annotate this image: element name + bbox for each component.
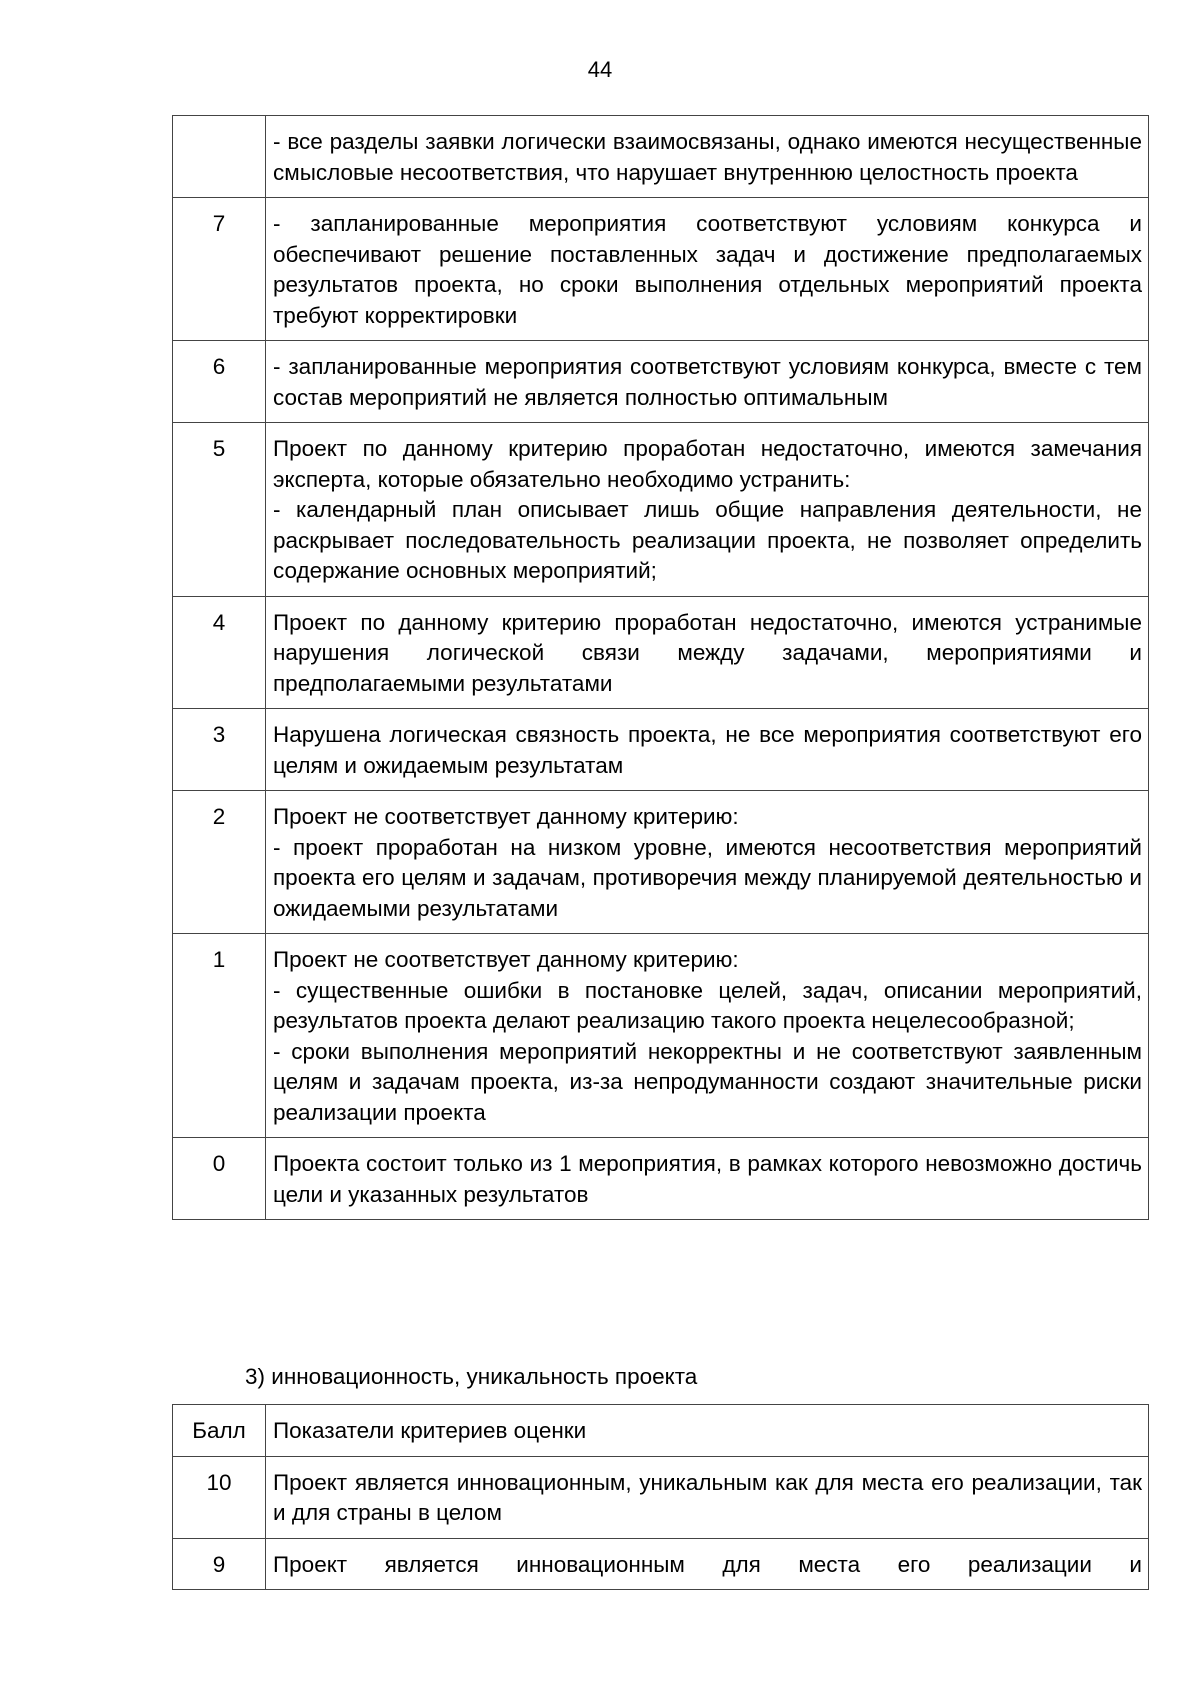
table-row (173, 1138, 1149, 1220)
criteria-text: - запланированные мероприятия соответствуют условиям конкурса, вместе с тем состав мероприятий не является полностью оптимальным (273, 354, 1142, 410)
criteria-table-continued (172, 115, 1149, 1220)
criteria-text: - существенные ошибки в постановке целей, задач, описании мероприятий, результатов проекта делают реализацию такого проекта нецелесообразной; (273, 977, 1142, 1033)
page-number: 44 (587, 57, 613, 82)
score-cell: 3 (173, 709, 266, 791)
criteria-text: - запланированные мероприятия соответствуют условиям конкурса и обеспечивают решение поставленных задач и достижение предполагаемых результатов проекта, но сроки выполнения отдельных мероприятий проекта требуют корректировки (273, 211, 1142, 328)
criteria-description-cell (266, 423, 1149, 597)
criteria-description-cell (266, 341, 1149, 423)
criteria-text: Проект по данному критерию проработан недостаточно, имеются замечания эксперта, которые обязательно необходимо устранить: (273, 436, 1142, 492)
criteria-text: - проект проработан на низком уровне, имеются несоответствия мероприятий проекта его целям и задачам, противоречия между планируемой деятельностью и ожидаемыми результатами (273, 834, 1142, 921)
criteria-description-cell (266, 198, 1149, 341)
score-cell: 6 (173, 341, 266, 423)
score-cell: 4 (173, 596, 266, 709)
criteria-text: Проект не соответствует данному критерию: (273, 804, 739, 829)
criteria-description-cell (266, 1138, 1149, 1220)
criteria-text: Проект является инновационным для места его реализации и (273, 1551, 1142, 1577)
criteria-text: - календарный план описывает лишь общие направления деятельности, не раскрывает последовательность реализации проекта, не позволяет определить содержание основных мероприятий; (273, 497, 1142, 583)
score-cell: 7 (173, 198, 266, 341)
criteria-header: Показатели критериев оценки (266, 1405, 1149, 1457)
score-cell (173, 116, 266, 198)
score-cell: 10 (173, 1456, 266, 1538)
table-row (173, 423, 1149, 597)
table-row (173, 596, 1149, 709)
criteria-description-cell (266, 1456, 1149, 1538)
criteria-description-cell (266, 791, 1149, 934)
score-cell: 0 (173, 1138, 266, 1220)
criteria-text: Проекта состоит только из 1 мероприятия, в рамках которого невозможно достичь цели и указанных результатов (273, 1151, 1142, 1207)
score-cell: 5 (173, 423, 266, 597)
criteria-description-cell (266, 596, 1149, 709)
table-row (173, 198, 1149, 341)
table-row (173, 1456, 1149, 1538)
criteria-text: Проект по данному критерию проработан недостаточно, имеются устранимые нарушения логической связи между задачами, мероприятиями и предполагаемыми результатами (273, 609, 1142, 696)
criteria-text: Проект не соответствует данному критерию: (273, 947, 739, 972)
criteria-table-body (173, 116, 1149, 1220)
table-row (173, 934, 1149, 1138)
table-row (173, 709, 1149, 791)
table-row (173, 116, 1149, 198)
score-header: Балл (173, 1405, 266, 1457)
section-heading: 3) инновационность, уникальность проекта (245, 1364, 698, 1389)
criteria-description-cell (266, 934, 1149, 1138)
criteria-description-cell (266, 116, 1149, 198)
criteria-text: Проект является инновационным, уникальным как для места его реализации, так и для страны в целом (273, 1469, 1142, 1525)
criteria-text: - все разделы заявки логически взаимосвязаны, однако имеются несущественные смысловые несоответствия, что нарушает внутреннюю целостность проекта (273, 129, 1142, 185)
score-cell: 2 (173, 791, 266, 934)
criteria-table-body (173, 1405, 1149, 1590)
table-row (173, 341, 1149, 423)
criteria-description-cell (266, 709, 1149, 791)
criteria-text: - сроки выполнения мероприятий некорректны и не соответствуют заявленным целям и задачам проекта, из-за непродуманности создают значительные риски реализации проекта (273, 1038, 1142, 1125)
table-header-row (173, 1405, 1149, 1457)
criteria-text: Нарушена логическая связность проекта, не все мероприятия соответствуют его целям и ожидаемым результатам (273, 722, 1142, 778)
score-cell: 1 (173, 934, 266, 1138)
table-row (173, 791, 1149, 934)
table-row (173, 1538, 1149, 1590)
criteria-table-innovation (172, 1404, 1149, 1590)
score-cell: 9 (173, 1538, 266, 1590)
criteria-description-cell (266, 1538, 1149, 1590)
